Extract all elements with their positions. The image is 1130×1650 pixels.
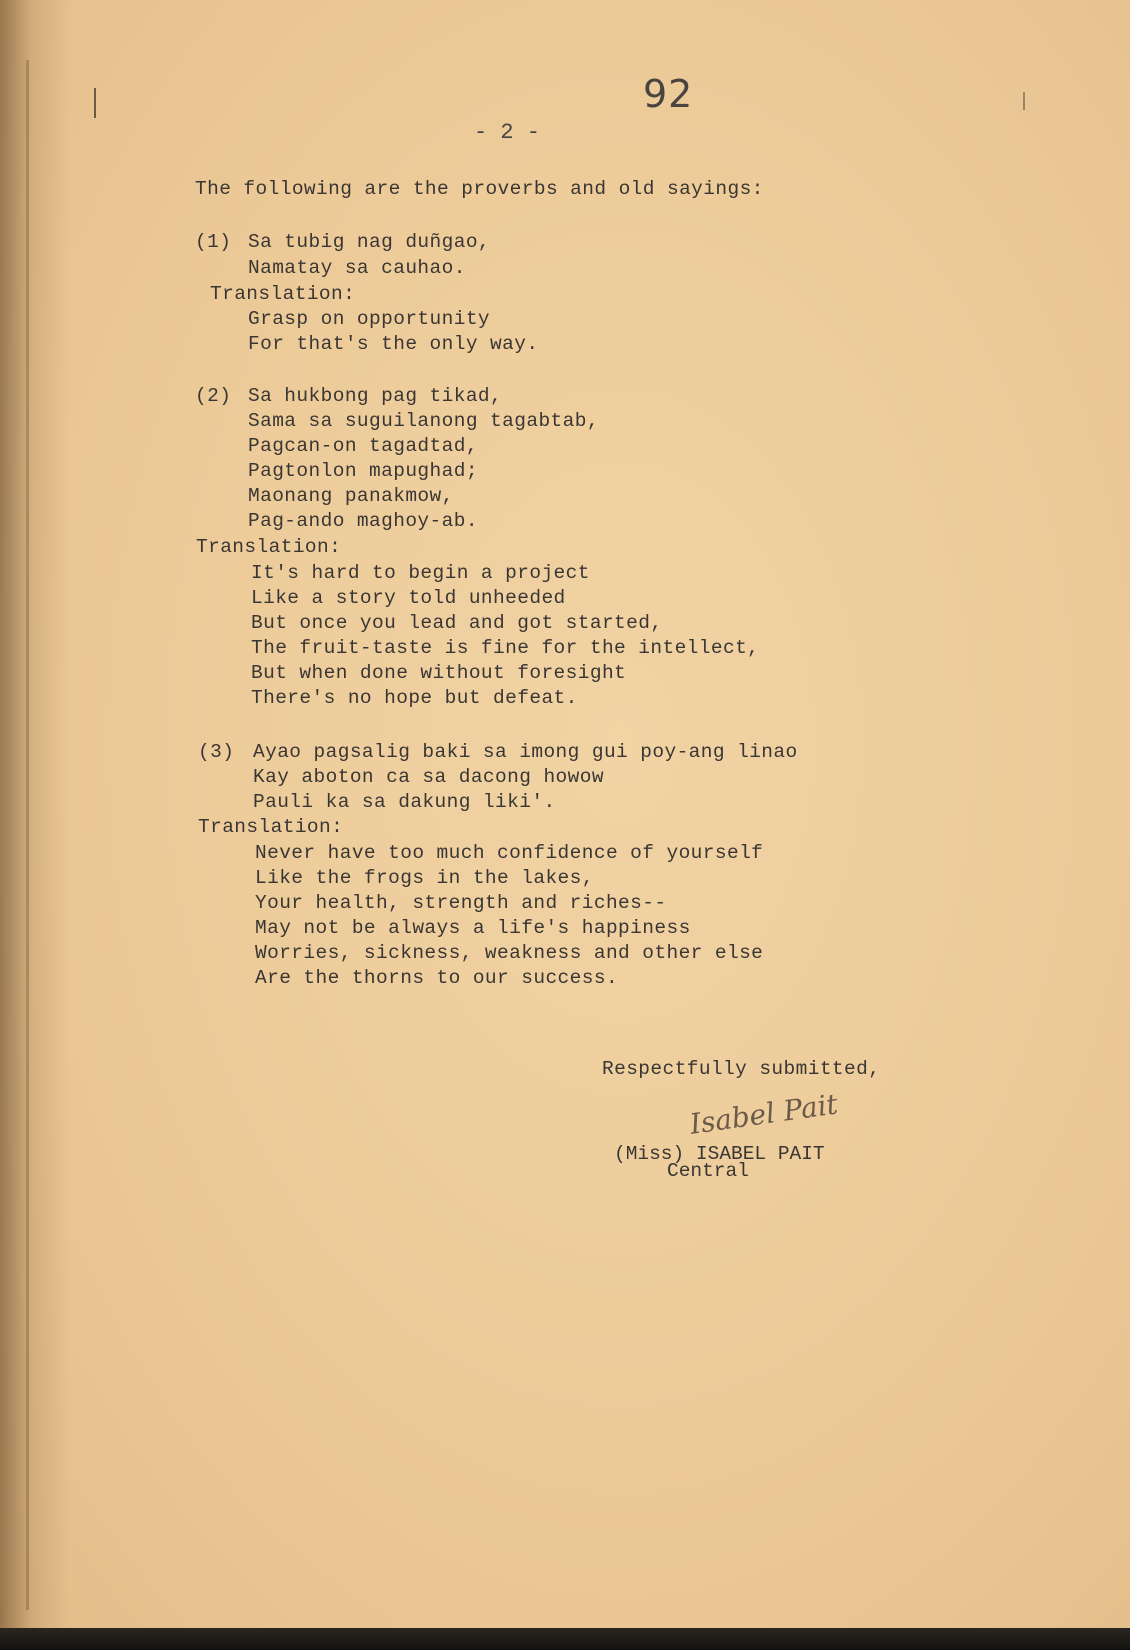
- translation-line: May not be always a life's happiness: [255, 917, 691, 939]
- translation-line: Your health, strength and riches--: [255, 892, 667, 914]
- page-edge-line: [26, 60, 29, 1610]
- scan-border: [0, 1628, 1130, 1650]
- proverb-line: Sama sa suguilanong tagabtab,: [248, 410, 599, 432]
- proverb-line: Pagtonlon mapughad;: [248, 460, 478, 482]
- handwritten-signature: Isabel Pait: [687, 1087, 840, 1141]
- page-number: 92: [643, 72, 694, 116]
- translation-label: Translation:: [198, 816, 344, 838]
- proverb-number: (3): [198, 741, 235, 763]
- section-number: - 2 -: [474, 120, 541, 145]
- closing-text: Respectfully submitted,: [602, 1058, 881, 1080]
- translation-line: Are the thorns to our success.: [255, 967, 619, 989]
- translation-line: Never have too much confidence of yourself: [255, 842, 764, 864]
- translation-line: But once you lead and got started,: [251, 612, 663, 634]
- proverb-line: Ayao pagsalig baki sa imong gui poy-ang linao: [253, 741, 798, 763]
- translation-line: The fruit-taste is fine for the intellect,: [251, 637, 760, 659]
- translation-label: Translation:: [210, 283, 356, 305]
- translation-line: Like the frogs in the lakes,: [255, 867, 594, 889]
- proverb-line: Sa tubig nag duñgao,: [248, 231, 491, 253]
- translation-line: It's hard to begin a project: [251, 562, 590, 584]
- signature-school: Central: [667, 1160, 749, 1182]
- proverb-line: Namatay sa cauhao.: [248, 257, 466, 279]
- signature-name: (Miss) ISABEL PAIT: [614, 1143, 825, 1165]
- proverb-number: (2): [195, 385, 232, 407]
- intro-text: The following are the proverbs and old sayings:: [195, 178, 764, 200]
- translation-line: But when done without foresight: [251, 662, 627, 684]
- proverb-line: Pauli ka sa dakung liki'.: [253, 791, 556, 813]
- proverb-line: Maonang panakmow,: [248, 485, 454, 507]
- proverb-line: Sa hukbong pag tikad,: [248, 385, 503, 407]
- translation-line: Like a story told unheeded: [251, 587, 566, 609]
- translation-line: Grasp on opportunity: [248, 308, 491, 330]
- proverb-line: Pag-ando maghoy-ab.: [248, 510, 478, 532]
- translation-line: For that's the only way.: [248, 333, 539, 355]
- binding-shadow: [0, 0, 70, 1650]
- translation-line: There's no hope but defeat.: [251, 687, 578, 709]
- margin-mark: [94, 88, 96, 118]
- translation-label: Translation:: [196, 536, 342, 558]
- translation-line: Worries, sickness, weakness and other else: [255, 942, 764, 964]
- proverb-line: Kay aboton ca sa dacong howow: [253, 766, 604, 788]
- proverb-line: Pagcan-on tagadtad,: [248, 435, 478, 457]
- margin-mark: [1023, 92, 1025, 110]
- proverb-number: (1): [195, 231, 232, 253]
